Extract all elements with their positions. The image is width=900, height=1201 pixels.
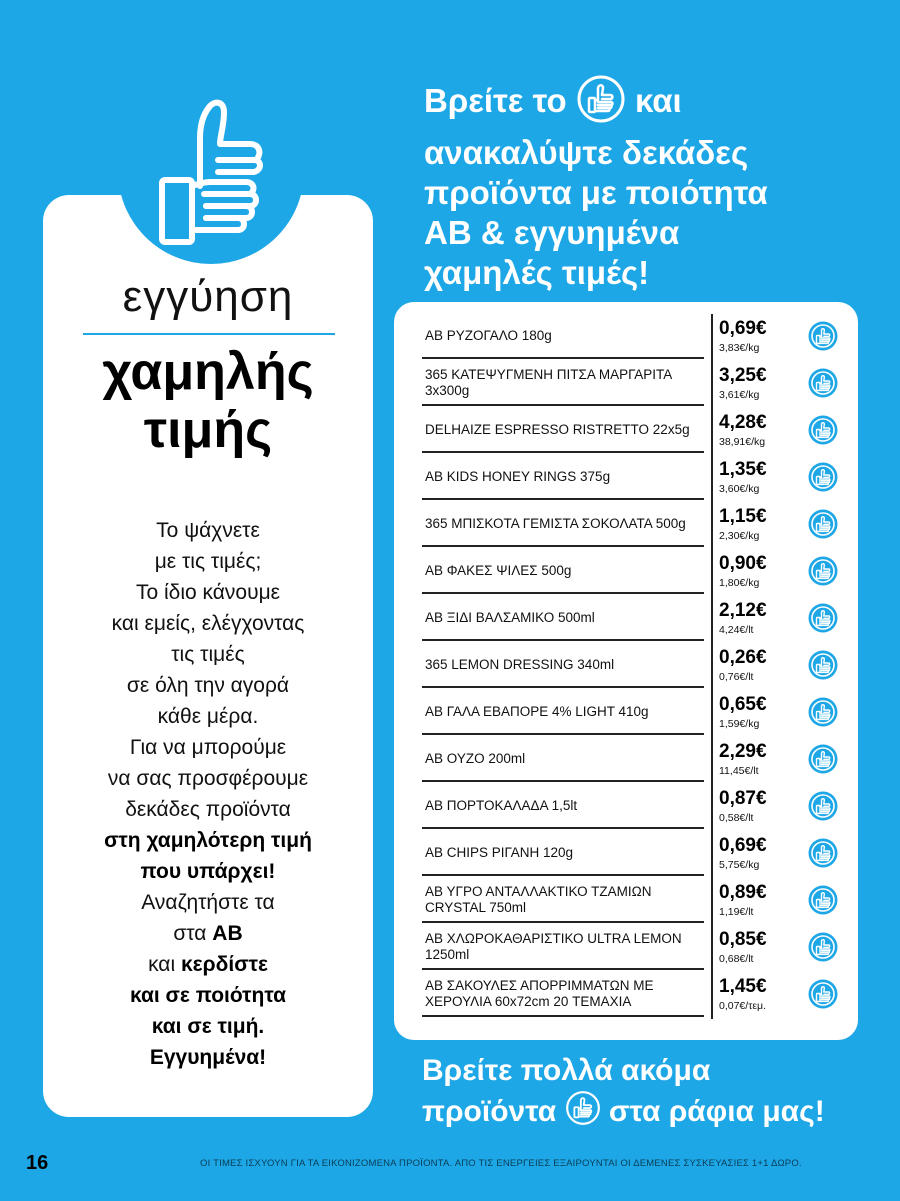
- product-row: [422, 878, 850, 925]
- headline-line: ΑΒ & εγγυημένα: [424, 214, 680, 251]
- product-name: ΑΒ ΥΓΡΟ ΑΝΤΑΛΛΑΚΤΙΚΟ ΤΖΑΜΙΩΝ CRYSTAL 750ml: [422, 878, 704, 923]
- bottom-fragment: προϊόντα: [422, 1094, 557, 1128]
- title-line-2: τιμής: [143, 401, 273, 459]
- product-row: [422, 690, 850, 737]
- product-row: [422, 596, 850, 643]
- product-price: 0,87€: [719, 788, 767, 809]
- text-line: με τις τιμές;: [154, 550, 262, 573]
- text-line: Για να μπορούμε: [129, 736, 287, 759]
- product-row: [422, 737, 850, 784]
- bold-text-fragment: ΑΒ: [212, 922, 243, 945]
- column-divider: [711, 878, 713, 925]
- thumbs-up-icon: [808, 603, 838, 633]
- thumbs-up-icon: [808, 321, 838, 351]
- product-name: ΑΒ ΧΛΩΡΟΚΑΘΑΡΙΣΤΙΚΟ ULTRA LEMON 1250ml: [422, 925, 704, 970]
- thumbs-up-icon: [565, 1090, 601, 1136]
- bold-text-line: στη χαμηλότερη τιμή: [104, 829, 312, 852]
- column-divider: [711, 361, 713, 408]
- text-line: να σας προσφέρουμε: [107, 767, 309, 790]
- column-divider: [711, 502, 713, 549]
- column-divider: [711, 455, 713, 502]
- headline-fragment: και: [634, 82, 682, 120]
- thumbs-up-icon: [808, 697, 838, 727]
- bottom-fragment: στα ράφια μας!: [608, 1094, 825, 1128]
- thumbs-up-icon: [808, 838, 838, 868]
- text-fragment: και: [148, 953, 176, 976]
- headline-line: χαμηλές τιμές!: [424, 254, 650, 291]
- divider: [83, 333, 335, 335]
- product-row: [422, 784, 850, 831]
- product-name: 365 LEMON DRESSING 340ml: [422, 643, 704, 688]
- bold-text-fragment: κερδίστε: [180, 953, 268, 976]
- thumbs-up-badge: [118, 78, 304, 264]
- product-price: 1,45€: [719, 976, 767, 997]
- bold-text-line: και σε ποιότητα: [129, 984, 287, 1007]
- column-divider: [711, 314, 713, 361]
- thumbs-up-icon: [808, 556, 838, 586]
- product-row: [422, 643, 850, 690]
- product-row: [422, 831, 850, 878]
- product-price: 1,15€: [719, 506, 767, 527]
- product-price: 0,69€: [719, 318, 767, 339]
- product-row: [422, 549, 850, 596]
- product-name: ΑΒ ΣΑΚΟΥΛΕΣ ΑΠΟΡΡΙΜΜΑΤΩΝ ΜΕ ΧΕΡΟΥΛΙΑ 60x72cm 20 ΤΕΜΑΧΙΑ: [422, 972, 704, 1017]
- product-price: 0,65€: [719, 694, 767, 715]
- bottom-callout: [422, 1052, 882, 1136]
- column-divider: [711, 408, 713, 455]
- thumbs-up-icon: [808, 462, 838, 492]
- bold-text-line: και σε τιμή.: [151, 1015, 265, 1038]
- guarantee-word: εγγύηση: [122, 272, 294, 321]
- product-price: 0,90€: [719, 553, 767, 574]
- product-name: ΑΒ ΦΑΚΕΣ ΨΙΛΕΣ 500g: [422, 549, 704, 594]
- product-name: ΑΒ ΠΟΡΤΟΚΑΛΑΔΑ 1,5lt: [422, 784, 704, 829]
- product-row: [422, 502, 850, 549]
- bold-text-line: Εγγυημένα!: [149, 1046, 267, 1069]
- unit-price: 38,91€/kg: [719, 436, 766, 448]
- thumbs-up-icon: [808, 650, 838, 680]
- headline-line: προϊόντα με ποιότητα: [424, 174, 768, 211]
- headline: [424, 74, 884, 293]
- price-table: [422, 314, 850, 1019]
- product-name: ΑΒ ΓΑΛΑ ΕΒΑΠΟΡΕ 4% LIGHT 410g: [422, 690, 704, 735]
- thumbs-up-icon: [808, 509, 838, 539]
- column-divider: [711, 784, 713, 831]
- thumbs-up-icon: [808, 744, 838, 774]
- text-line: και εμείς, ελέγχοντας: [111, 612, 305, 635]
- thumbs-up-icon: [808, 979, 838, 1009]
- product-price: 1,35€: [719, 459, 767, 480]
- column-divider: [711, 925, 713, 972]
- unit-price: 3,83€/kg: [719, 342, 760, 354]
- product-row: [422, 408, 850, 455]
- text-line: δεκάδες προϊόντα: [125, 798, 291, 821]
- unit-price: 0,58€/lt: [719, 812, 754, 824]
- product-price: 0,85€: [719, 929, 767, 950]
- text-line: σε όλη την αγορά: [126, 674, 290, 697]
- thumbs-up-icon: [808, 415, 838, 445]
- text-line: Το ίδιο κάνουμε: [135, 581, 281, 604]
- guarantee-description: [43, 515, 373, 1073]
- product-price: 0,26€: [719, 647, 767, 668]
- product-name: AB CHIPS ΡΙΓΑΝΗ 120g: [422, 831, 704, 876]
- column-divider: [711, 737, 713, 784]
- unit-price: 3,60€/kg: [719, 483, 760, 495]
- product-row: [422, 361, 850, 408]
- column-divider: [711, 831, 713, 878]
- unit-price: 5,75€/kg: [719, 859, 760, 871]
- product-price: 0,69€: [719, 835, 767, 856]
- product-price: 2,29€: [719, 741, 767, 762]
- text-line: Το ψάχνετε: [156, 519, 260, 542]
- thumbs-up-icon: [576, 74, 626, 133]
- unit-price: 0,68€/lt: [719, 953, 754, 965]
- text-line: τις τιμές: [171, 643, 245, 666]
- bold-text-line: που υπάρχει!: [140, 860, 276, 883]
- title-line-1: χαμηλής: [102, 343, 314, 401]
- column-divider: [711, 643, 713, 690]
- product-price: 0,89€: [719, 882, 767, 903]
- unit-price: 1,80€/kg: [719, 577, 760, 589]
- unit-price: 0,76€/lt: [719, 671, 754, 683]
- product-name: DELHAIZE ESPRESSO RISTRETTO 22x5g: [422, 408, 704, 453]
- product-row: [422, 455, 850, 502]
- unit-price: 4,24€/lt: [719, 624, 754, 636]
- bottom-line: Βρείτε πολλά ακόμα: [422, 1054, 711, 1087]
- text-line: Αναζητήστε τα: [141, 891, 275, 914]
- text-fragment: στα: [173, 922, 207, 945]
- product-row: [422, 925, 850, 972]
- product-name: 365 ΜΠΙΣΚΟΤΑ ΓΕΜΙΣΤΑ ΣΟΚΟΛΑΤΑ 500g: [422, 502, 704, 547]
- product-price: 3,25€: [719, 365, 767, 386]
- thumbs-up-icon: [808, 932, 838, 962]
- product-price: 2,12€: [719, 600, 767, 621]
- unit-price: 3,61€/kg: [719, 389, 760, 401]
- thumbs-up-icon: [118, 78, 304, 264]
- product-name: 365 ΚΑΤΕΨΥΓΜΕΝΗ ΠΙΤΣΑ ΜΑΡΓΑΡΙΤΑ 3x300g: [422, 361, 704, 406]
- unit-price: 1,19€/lt: [719, 906, 754, 918]
- unit-price: 2,30€/kg: [719, 530, 760, 542]
- unit-price: 11,45€/lt: [719, 765, 759, 777]
- product-price: 4,28€: [719, 412, 767, 433]
- column-divider: [711, 972, 713, 1019]
- headline-fragment: Βρείτε το: [424, 82, 567, 120]
- column-divider: [711, 596, 713, 643]
- thumbs-up-icon: [808, 368, 838, 398]
- product-row: [422, 314, 850, 361]
- product-name: ΑΒ ΟΥΖΟ 200ml: [422, 737, 704, 782]
- product-row: [422, 972, 850, 1019]
- product-name: ΑΒ ΡΥΖΟΓΑΛΟ 180g: [422, 314, 704, 359]
- thumbs-up-icon: [808, 885, 838, 915]
- disclaimer: ΟΙ ΤΙΜΕΣ ΙΣΧΥΟΥΝ ΓΙΑ ΤΑ ΕΙΚΟΝΙΖΟΜΕΝΑ ΠΡΟΪΟΝΤΑ. ΑΠΟ ΤΙΣ ΕΝΕΡΓΕΙΕΣ ΕΞΑΙΡΟΥΝΤΑΙ ΟΙ ΔΕΜΕΝΕΣ ΣΥΣΚΕΥΑΣΙΕΣ 1+1 ΔΩΡΟ.: [200, 1158, 802, 1169]
- headline-line: ανακαλύψτε δεκάδες: [424, 134, 749, 171]
- column-divider: [711, 690, 713, 737]
- text-line: κάθε μέρα.: [157, 705, 259, 728]
- unit-price: 0,07€/τεμ.: [719, 1000, 766, 1012]
- column-divider: [711, 549, 713, 596]
- thumbs-up-icon: [808, 791, 838, 821]
- unit-price: 1,59€/kg: [719, 718, 760, 730]
- product-name: AB KIDS HONEY RINGS 375g: [422, 455, 704, 500]
- low-price-title: [43, 343, 373, 459]
- page-number: 16: [26, 1152, 49, 1174]
- product-name: ΑΒ ΞΙΔΙ ΒΑΛΣΑΜΙΚΟ 500ml: [422, 596, 704, 641]
